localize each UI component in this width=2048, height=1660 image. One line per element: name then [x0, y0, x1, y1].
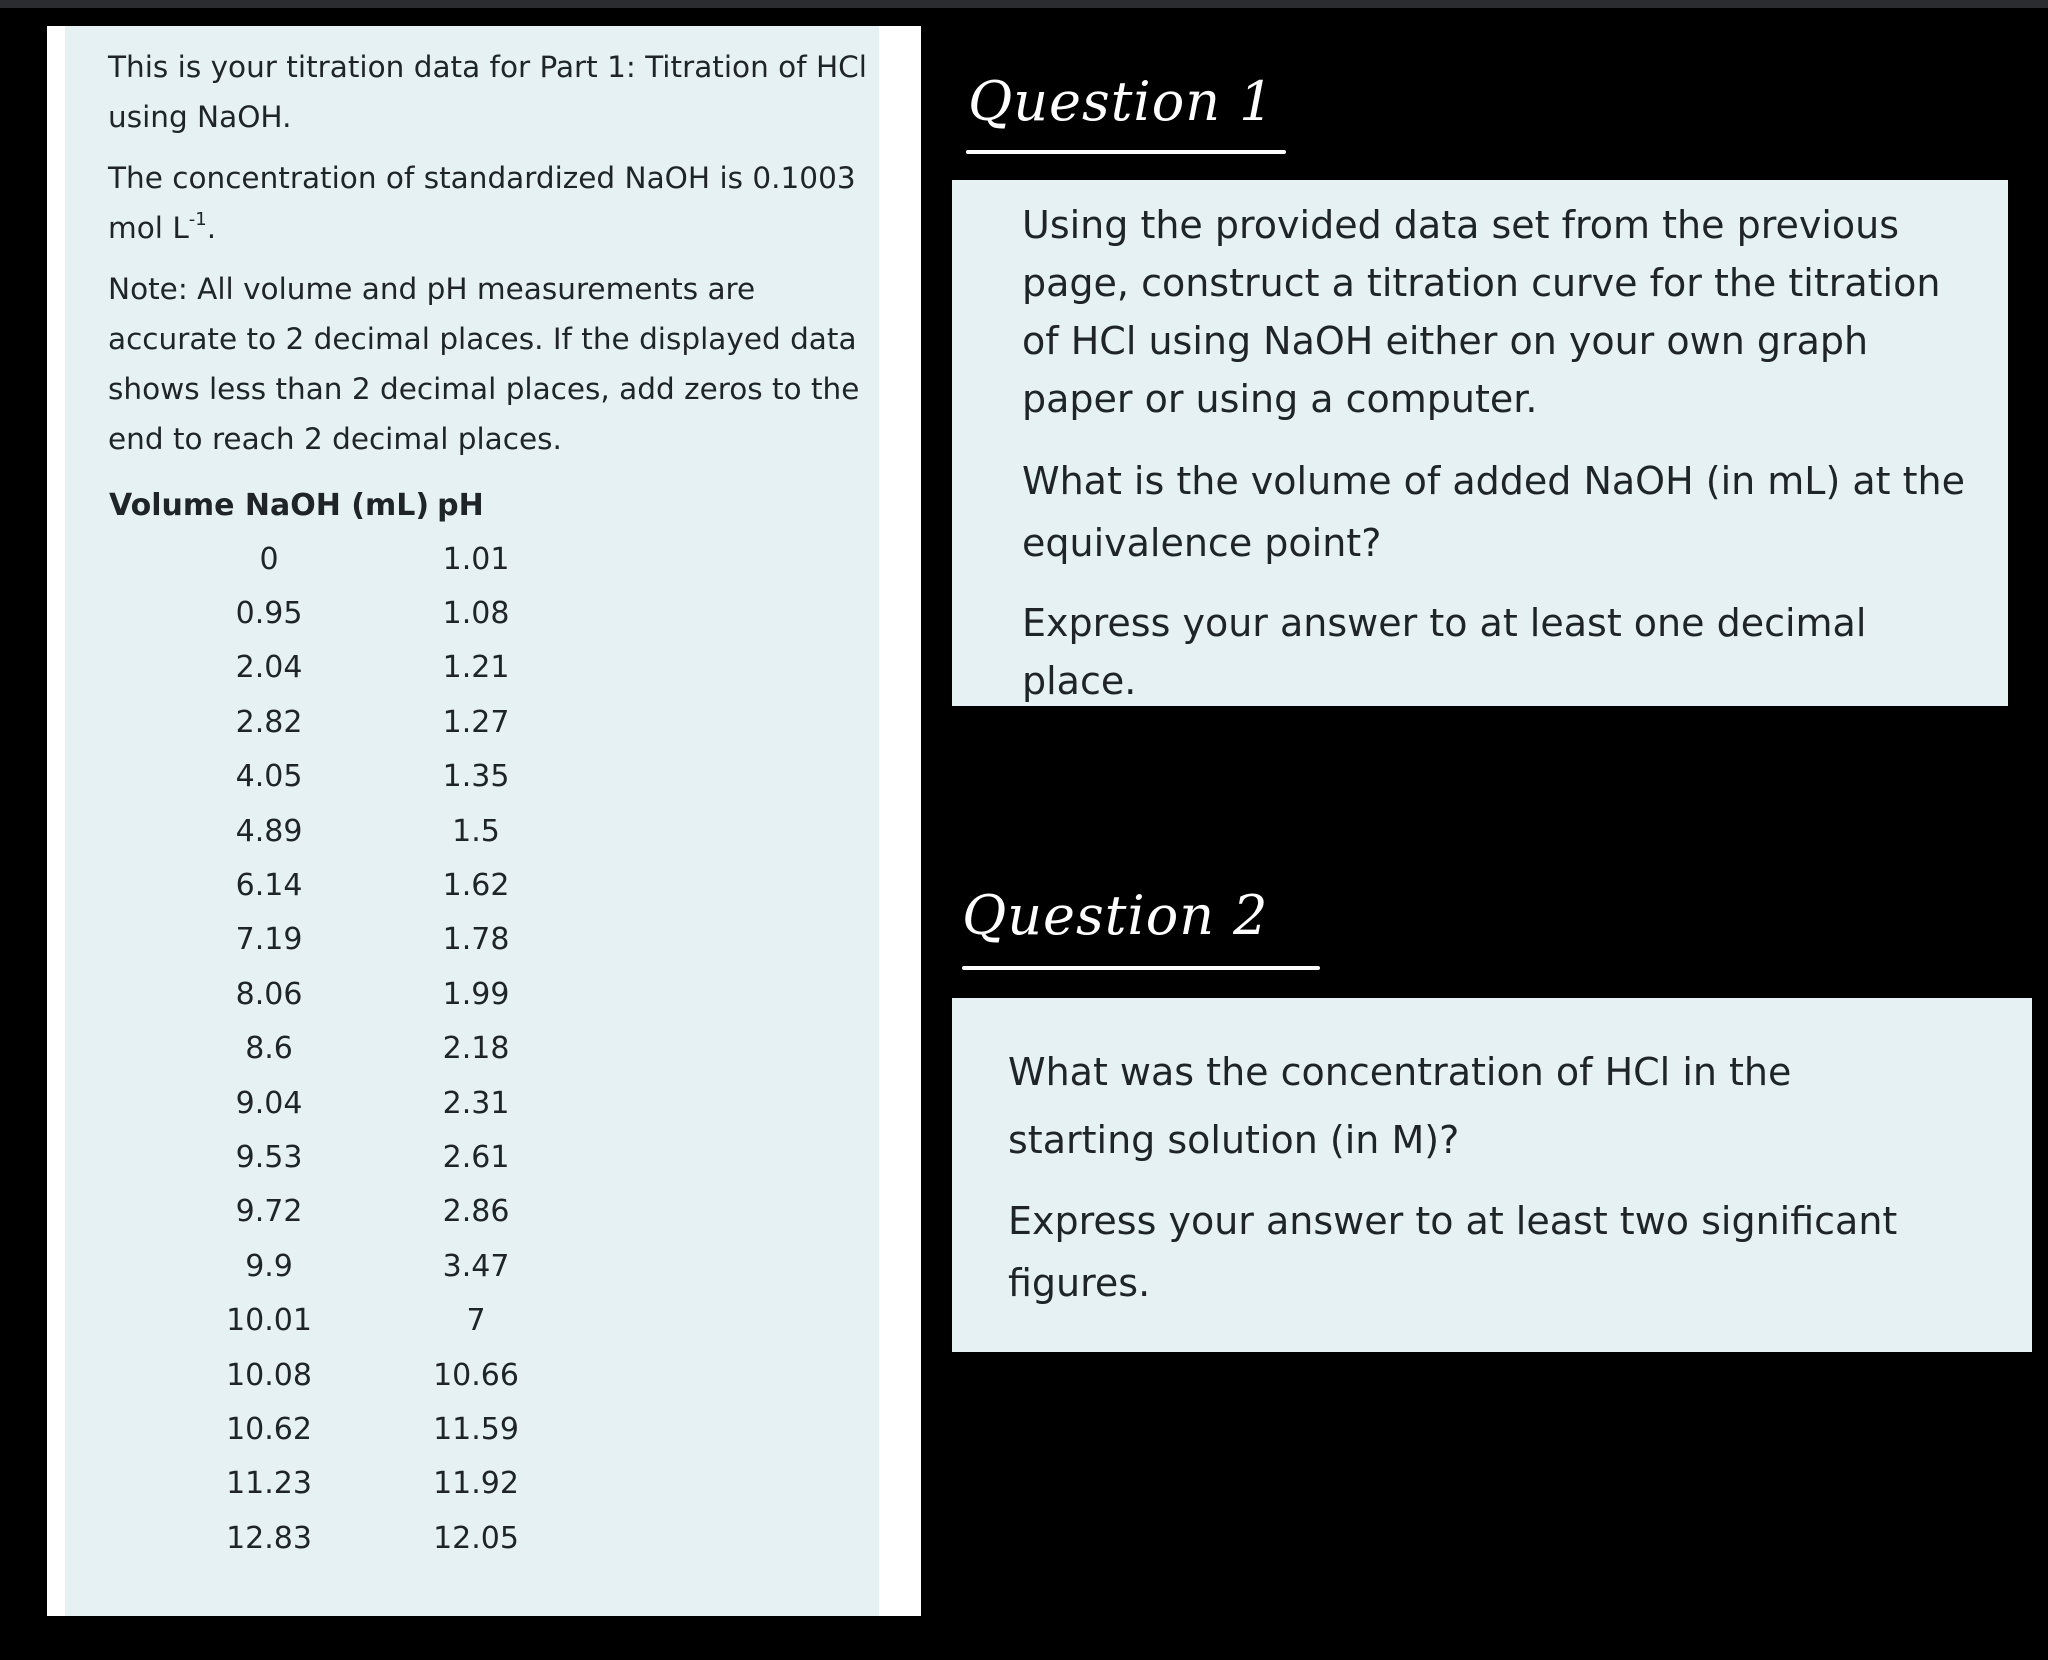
- table-row: [105, 1185, 519, 1239]
- table-row: [105, 1022, 519, 1076]
- table-header-row: [105, 478, 519, 532]
- table-body: [105, 532, 519, 1565]
- ph-cell: 1.21: [442, 650, 510, 686]
- note-text: Note: All volume and pH measurements are accurate to 2 decimal places. If the displayed data shows less than 2 decimal places, add zeros to the end to reach 2 decimal places.: [108, 272, 860, 456]
- volume-cell: 7.19: [235, 922, 303, 958]
- table-row: [105, 1402, 519, 1456]
- question1-heading: Question 1: [968, 70, 1275, 133]
- concentration-exponent: -1: [188, 209, 207, 231]
- table-row: [105, 1293, 519, 1347]
- volume-cell: 11.23: [226, 1466, 312, 1502]
- question2-box: [952, 998, 2032, 1352]
- volume-cell: 8.06: [235, 976, 303, 1012]
- question1-underline: [966, 150, 1286, 154]
- ph-cell: 1.27: [442, 704, 510, 740]
- ph-cell: 2.31: [442, 1085, 510, 1121]
- question2-paragraph2: Express your answer to at least two significant figures.: [1008, 1199, 1898, 1305]
- table-row: [105, 1457, 519, 1511]
- table-row: [105, 967, 519, 1021]
- data-intro: [108, 42, 868, 475]
- volume-cell: 2.82: [235, 704, 303, 740]
- intro-line: This is your titration data for Part 1: Titration of HCl using NaOH.: [108, 50, 867, 134]
- question1-paragraph2: What is the volume of added NaOH (in mL) at the equivalence point?: [1022, 459, 1966, 565]
- volume-cell: 12.83: [226, 1520, 312, 1556]
- table-row: [105, 1130, 519, 1184]
- question2-underline: [962, 966, 1320, 970]
- ph-cell: 1.08: [442, 596, 510, 632]
- titration-table: [105, 478, 519, 1565]
- ph-cell: 1.99: [442, 976, 510, 1012]
- ph-cell: 2.86: [442, 1194, 510, 1230]
- volume-cell: 10.62: [226, 1411, 312, 1447]
- table-row: [105, 1511, 519, 1565]
- concentration-suffix: .: [206, 211, 217, 245]
- volume-cell: 9.53: [235, 1139, 303, 1175]
- table-row: [105, 750, 519, 804]
- volume-cell: 8.6: [245, 1031, 293, 1067]
- ph-cell: 7: [466, 1303, 486, 1339]
- header-volume: Volume NaOH (mL): [109, 487, 430, 523]
- table-row: [105, 913, 519, 967]
- table-row: [105, 1348, 519, 1402]
- table-row: [105, 1076, 519, 1130]
- volume-cell: 4.89: [235, 813, 303, 849]
- ph-cell: 1.01: [442, 541, 510, 577]
- ph-cell: 1.78: [442, 922, 510, 958]
- ph-cell: 11.92: [433, 1466, 519, 1502]
- table-row: [105, 695, 519, 749]
- ph-cell: 12.05: [433, 1520, 519, 1556]
- volume-cell: 2.04: [235, 650, 303, 686]
- concentration-line: [108, 153, 868, 253]
- volume-cell: 9.72: [235, 1194, 303, 1230]
- volume-cell: 6.14: [235, 868, 303, 904]
- ph-cell: 2.18: [442, 1031, 510, 1067]
- concentration-text: The concentration of standardized NaOH is 0.1003 mol L: [108, 161, 856, 245]
- header-ph: pH: [437, 487, 484, 523]
- data-panel: [47, 26, 921, 1616]
- table-row: [105, 804, 519, 858]
- question1-box: [952, 180, 2008, 706]
- table-row: [105, 1239, 519, 1293]
- table-row: [105, 532, 519, 586]
- top-strip: [0, 0, 2048, 8]
- question2-heading: Question 2: [962, 884, 1269, 947]
- table-row: [105, 858, 519, 912]
- ph-cell: 3.47: [442, 1248, 510, 1284]
- ph-cell: 1.5: [452, 813, 500, 849]
- question2-paragraph1: What was the concentration of HCl in the starting solution (in M)?: [1008, 1050, 1792, 1162]
- ph-cell: 2.61: [442, 1139, 510, 1175]
- volume-cell: 9.9: [245, 1248, 293, 1284]
- volume-cell: 4.05: [235, 759, 303, 795]
- volume-cell: 0.95: [235, 596, 303, 632]
- table-row: [105, 586, 519, 640]
- ph-cell: 1.35: [442, 759, 510, 795]
- ph-cell: 10.66: [433, 1357, 519, 1393]
- volume-cell: 0: [259, 541, 279, 577]
- question1-paragraph1: Using the provided data set from the previous page, construct a titration curve for the titration of HCl using NaOH either on your own graph paper or using a computer.: [1022, 203, 1941, 421]
- ph-cell: 1.62: [442, 868, 510, 904]
- data-panel-inner: [65, 26, 879, 1616]
- volume-cell: 10.08: [226, 1357, 312, 1393]
- question1-paragraph3: Express your answer to at least one decimal place.: [1022, 601, 1867, 703]
- volume-cell: 10.01: [226, 1303, 312, 1339]
- table-row: [105, 641, 519, 695]
- volume-cell: 9.04: [235, 1085, 303, 1121]
- ph-cell: 11.59: [433, 1411, 519, 1447]
